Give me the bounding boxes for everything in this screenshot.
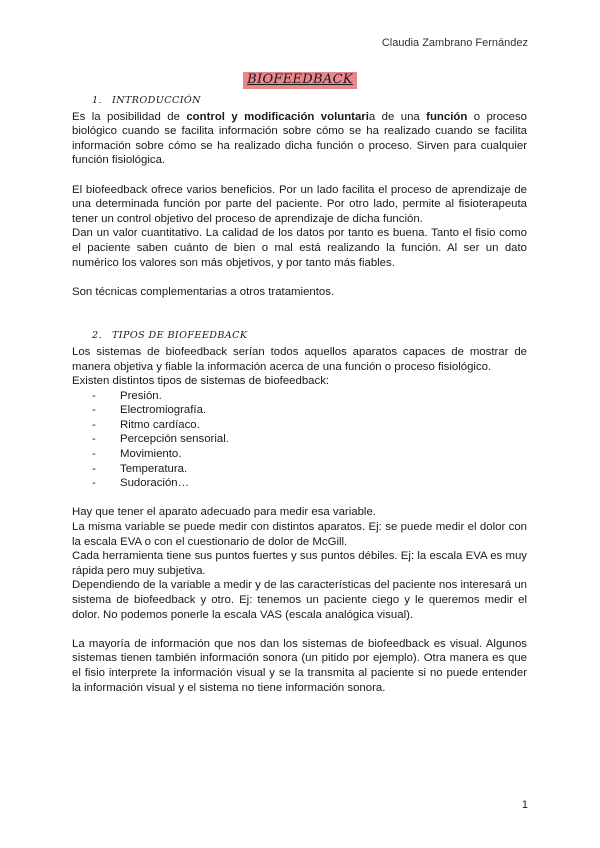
list-item: - Electromiografía. (72, 403, 527, 418)
document-body (72, 94, 527, 695)
types-paragraph-6: Dependiendo de la variable a medir y de las características del paciente nos interesará un sistema de biofeedback y otro. Ej: tenemos un paciente ciego y le queremos medir el dolor. No podemos ponerle la escala VAS (escala analógica visual). (72, 579, 527, 621)
section-heading-intro (92, 94, 527, 109)
title-wrap (0, 72, 600, 89)
bold-run: función (426, 110, 468, 123)
spacer (72, 622, 527, 637)
types-paragraph-5: Cada herramienta tiene sus puntos fuertes y sus puntos débiles. Ej: la escala EVA es muy rápida pero muy subjetiva. (72, 550, 527, 577)
list-item: - Movimiento. (72, 447, 527, 462)
document-title: BIOFEEDBACK (243, 72, 357, 89)
list-item: - Temperatura. (72, 462, 527, 477)
intro-paragraph-2: El biofeedback ofrece varios beneficios. Por un lado facilita el proceso de aprendizaje de una determinada función por parte del paciente. Por otro lado, permite al fisioterapeuta tener un control objetivo del proceso de aprendizaje de dicha función. (72, 183, 527, 225)
section-heading-types (92, 329, 527, 344)
spacer (72, 168, 527, 183)
intro-paragraph-3: Dan un valor cuantitativo. La calidad de los datos por tanto es buena. Tanto el fisio como el paciente saben cuánto de bien o mal está realizando la función. Al ser un dato numérico los valores son más objetivos, y por tanto más fiables. (72, 227, 527, 269)
bold-run: control y modificación voluntari (186, 110, 369, 123)
intro-paragraph-4: Son técnicas complementarias a otros tratamientos. (72, 285, 335, 298)
types-paragraph-7: La mayoría de información que nos dan los sistemas de biofeedback es visual. Algunos sistemas tienen también información sonora (un pitido por ejemplo). Otra manera es que el fisio interprete la información visual y se la transmita al paciente si no puede entender la información visual y el sistema no tiene información sonora. (72, 637, 527, 694)
section-number: 1. (92, 95, 102, 106)
spacer (72, 491, 527, 506)
list-item: - Percepción sensorial. (72, 432, 527, 447)
spacer (72, 299, 527, 329)
section-number: 2. (92, 330, 102, 342)
text-run: o proceso biológico cuando se facilita información sobre cómo se ha realizado cuando se facilita información sobre cómo se ha realizado dicha función o proceso. Sirven para cualquier función fisiológica. (72, 110, 527, 167)
list-item: - Sudoración… (72, 476, 527, 491)
list-item: - Ritmo cardíaco. (72, 418, 527, 433)
author-name: Claudia Zambrano Fernández (381, 37, 528, 49)
section-title: TIPOS DE BIOFEEDBACK (112, 330, 248, 342)
types-list (72, 389, 527, 491)
intro-paragraph-1 (72, 110, 527, 168)
types-paragraph-4: La misma variable se puede medir con distintos aparatos. Ej: se puede medir el dolor con la escala EVA o con el cuestionario de dolor de McGill. (72, 521, 527, 548)
text-run: a de una (368, 110, 427, 123)
page-number: 1 (521, 799, 528, 811)
types-paragraph-1: Los sistemas de biofeedback serían todos aquellos aparatos capaces de mostrar de manera objetiva y fiable la información acerca de una función o proceso fisiológico. (72, 345, 527, 373)
spacer (72, 270, 527, 285)
types-paragraph-3: Hay que tener el aparato adecuado para medir esa variable. (72, 506, 376, 519)
section-title: INTRODUCCIÓN (112, 95, 201, 106)
text-run: Es la posibilidad de (72, 110, 187, 123)
list-item: - Presión. (72, 389, 527, 404)
types-paragraph-2: Existen distintos tipos de sistemas de biofeedback: (72, 375, 330, 388)
